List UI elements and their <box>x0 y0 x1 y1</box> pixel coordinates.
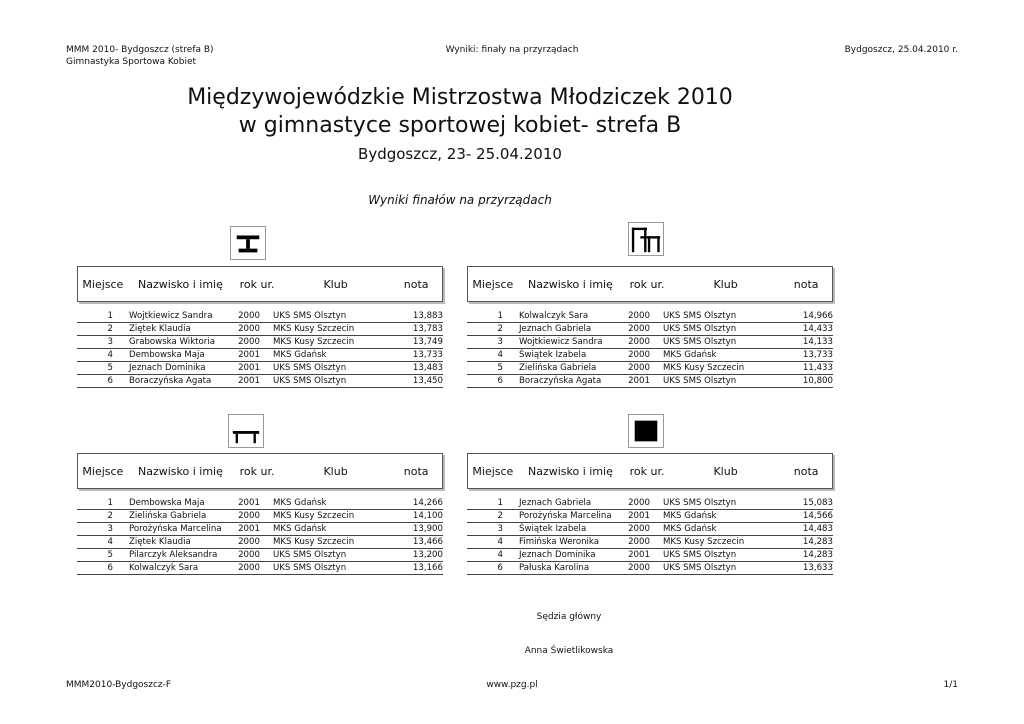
year-cell: 2001 <box>238 350 260 360</box>
place-cell: 6 <box>107 376 113 386</box>
club-cell: MKS Gdańsk <box>273 524 327 534</box>
column-header-score: nota <box>793 277 819 291</box>
page-title: Międzywojewódzkie Mistrzostwa Młodziczek 2010 <box>187 85 733 110</box>
name-cell: Pałuska Karolina <box>519 563 590 573</box>
table-row <box>77 349 443 362</box>
score-cell: 13,783 <box>412 324 443 334</box>
score-cell: 13,450 <box>412 376 443 386</box>
score-cell: 13,466 <box>412 537 443 547</box>
table-header <box>467 453 833 489</box>
score-cell: 15,083 <box>802 498 833 508</box>
name-cell: Wojtkiewicz Sandra <box>129 311 213 321</box>
club-cell: MKS Kusy Szczecin <box>273 337 355 347</box>
score-cell: 14,283 <box>802 550 833 560</box>
column-header-club: Klub <box>323 464 348 478</box>
year-cell: 2000 <box>238 537 260 547</box>
column-header-year: rok ur. <box>629 464 665 478</box>
score-cell: 13,483 <box>412 363 443 373</box>
name-cell: Ziętek Klaudia <box>129 324 191 334</box>
table-row <box>77 523 443 536</box>
club-cell: MKS Kusy Szczecin <box>663 363 745 373</box>
place-cell: 2 <box>497 324 503 334</box>
score-cell: 13,633 <box>802 563 833 573</box>
name-cell: Jeznach Gabriela <box>519 498 592 508</box>
column-header-club: Klub <box>713 277 738 291</box>
year-cell: 2000 <box>238 550 260 560</box>
place-cell: 2 <box>107 511 113 521</box>
year-cell: 2000 <box>628 311 650 321</box>
club-cell: UKS SMS Olsztyn <box>273 311 347 321</box>
table-row <box>467 523 833 536</box>
place-cell: 4 <box>497 550 503 560</box>
header-discipline-label: Gimnastyka Sportowa Kobiet <box>66 57 197 67</box>
footer-page-number: 1/1 <box>943 680 958 690</box>
year-cell: 2000 <box>628 324 650 334</box>
column-header-name: Nazwisko i imię <box>528 277 613 291</box>
name-cell: Jeznach Dominika <box>519 550 596 560</box>
place-cell: 6 <box>497 563 503 573</box>
score-cell: 14,283 <box>802 537 833 547</box>
column-header-club: Klub <box>323 277 348 291</box>
column-header-year: rok ur. <box>239 277 275 291</box>
club-cell: MKS Kusy Szczecin <box>663 537 745 547</box>
name-cell: Wojtkiewicz Sandra <box>519 337 603 347</box>
table-row <box>467 336 833 349</box>
table-row <box>77 497 443 510</box>
results-subtitle: Wyniki finałów na przyrządach <box>368 193 552 207</box>
club-cell: UKS SMS Olsztyn <box>273 550 347 560</box>
floor-exercise-icon <box>628 414 664 448</box>
place-cell: 4 <box>107 537 113 547</box>
event-location-dates: Bydgoszcz, 23- 25.04.2010 <box>358 145 562 163</box>
results-table-uneven-bars <box>467 266 833 388</box>
page-header-center: Wyniki: finały na przyrządach <box>445 45 579 55</box>
year-cell: 2000 <box>628 563 650 573</box>
place-cell: 5 <box>107 550 113 560</box>
name-cell: Fimińska Weronika <box>519 537 600 547</box>
name-cell: Boraczyńska Agata <box>519 376 602 386</box>
column-header-year: rok ur. <box>239 464 275 478</box>
place-cell: 5 <box>107 363 113 373</box>
place-cell: 2 <box>497 511 503 521</box>
place-cell: 1 <box>107 311 113 321</box>
column-header-score: nota <box>793 464 819 478</box>
table-row <box>467 362 833 375</box>
table-body <box>77 310 443 388</box>
club-cell: MKS Kusy Szczecin <box>273 324 355 334</box>
score-cell: 13,200 <box>412 550 443 560</box>
table-row <box>467 549 833 562</box>
table-row <box>77 323 443 336</box>
table-body <box>77 497 443 575</box>
year-cell: 2000 <box>238 311 260 321</box>
year-cell: 2000 <box>628 537 650 547</box>
score-cell: 14,966 <box>802 311 833 321</box>
table-row <box>77 549 443 562</box>
table-row <box>467 323 833 336</box>
table-row <box>467 510 833 523</box>
header-event-label: MMM 2010- Bydgoszcz (strefa B) <box>66 45 214 55</box>
score-cell: 13,900 <box>412 524 443 534</box>
year-cell: 2001 <box>238 363 260 373</box>
name-cell: Świątek Izabela <box>519 524 587 534</box>
score-cell: 10,800 <box>802 376 833 386</box>
score-cell: 14,483 <box>802 524 833 534</box>
year-cell: 2000 <box>238 324 260 334</box>
place-cell: 1 <box>497 498 503 508</box>
name-cell: Porożyńska Marcelina <box>129 524 222 534</box>
place-cell: 4 <box>107 350 113 360</box>
column-header-place: Miejsce <box>82 464 124 478</box>
club-cell: UKS SMS Olsztyn <box>663 376 737 386</box>
table-row <box>77 336 443 349</box>
name-cell: Zielińska Gabriela <box>519 363 597 373</box>
name-cell: Zielińska Gabriela <box>129 511 207 521</box>
name-cell: Ziętek Klaudia <box>129 537 191 547</box>
club-cell: UKS SMS Olsztyn <box>273 563 347 573</box>
table-row <box>77 362 443 375</box>
table-row <box>467 310 833 323</box>
year-cell: 2001 <box>238 524 260 534</box>
place-cell: 3 <box>497 524 503 534</box>
score-cell: 13,733 <box>412 350 443 360</box>
name-cell: Kolwalczyk Sara <box>519 311 589 321</box>
score-cell: 11,433 <box>802 363 833 373</box>
place-cell: 3 <box>497 337 503 347</box>
table-header <box>467 266 833 302</box>
club-cell: UKS SMS Olsztyn <box>663 324 737 334</box>
table-row <box>467 562 833 575</box>
place-cell: 3 <box>107 337 113 347</box>
results-table-balance-beam <box>77 453 443 575</box>
place-cell: 6 <box>107 563 113 573</box>
year-cell: 2000 <box>628 337 650 347</box>
table-row <box>467 349 833 362</box>
score-cell: 14,133 <box>802 337 833 347</box>
name-cell: Grabowska Wiktoria <box>129 337 215 347</box>
score-cell: 14,433 <box>802 324 833 334</box>
club-cell: UKS SMS Olsztyn <box>273 376 347 386</box>
name-cell: Świątek Izabela <box>519 350 587 360</box>
column-header-year: rok ur. <box>629 277 665 291</box>
name-cell: Jeznach Dominika <box>129 363 206 373</box>
footer-website-link[interactable]: www.pzg.pl <box>486 680 538 690</box>
column-header-place: Miejsce <box>82 277 124 291</box>
table-body <box>467 310 833 388</box>
results-table-vault <box>77 266 443 388</box>
score-cell: 13,733 <box>802 350 833 360</box>
column-header-club: Klub <box>713 464 738 478</box>
column-header-score: nota <box>403 277 429 291</box>
table-row <box>467 536 833 549</box>
name-cell: Pilarczyk Aleksandra <box>129 550 218 560</box>
table-header <box>77 453 443 489</box>
results-table-floor <box>467 453 833 575</box>
score-cell: 14,100 <box>412 511 443 521</box>
place-cell: 6 <box>497 376 503 386</box>
place-cell: 4 <box>497 537 503 547</box>
year-cell: 2000 <box>628 498 650 508</box>
club-cell: MKS Gdańsk <box>663 350 717 360</box>
score-cell: 14,566 <box>802 511 833 521</box>
club-cell: MKS Gdańsk <box>663 524 717 534</box>
score-cell: 13,166 <box>412 563 443 573</box>
year-cell: 2001 <box>628 511 650 521</box>
name-cell: Porożyńska Marcelina <box>519 511 612 521</box>
club-cell: MKS Kusy Szczecin <box>273 511 355 521</box>
club-cell: MKS Kusy Szczecin <box>273 537 355 547</box>
club-cell: UKS SMS Olsztyn <box>663 337 737 347</box>
club-cell: MKS Gdańsk <box>273 350 327 360</box>
table-row <box>77 310 443 323</box>
club-cell: UKS SMS Olsztyn <box>273 363 347 373</box>
club-cell: UKS SMS Olsztyn <box>663 563 737 573</box>
column-header-score: nota <box>403 464 429 478</box>
table-row <box>77 375 443 388</box>
club-cell: MKS Gdańsk <box>663 511 717 521</box>
table-row <box>77 536 443 549</box>
column-header-name: Nazwisko i imię <box>528 464 613 478</box>
year-cell: 2001 <box>238 498 260 508</box>
year-cell: 2000 <box>628 524 650 534</box>
place-cell: 1 <box>107 498 113 508</box>
table-row <box>467 497 833 510</box>
score-cell: 13,749 <box>412 337 443 347</box>
head-judge-name: Anna Świetlikowska <box>524 646 614 656</box>
club-cell: UKS SMS Olsztyn <box>663 498 737 508</box>
place-cell: 1 <box>497 311 503 321</box>
place-cell: 4 <box>497 350 503 360</box>
place-cell: 5 <box>497 363 503 373</box>
table-body <box>467 497 833 575</box>
place-cell: 2 <box>107 324 113 334</box>
vault-icon <box>230 226 266 260</box>
place-cell: 3 <box>107 524 113 534</box>
club-cell: UKS SMS Olsztyn <box>663 311 737 321</box>
year-cell: 2000 <box>238 511 260 521</box>
column-header-name: Nazwisko i imię <box>138 464 223 478</box>
name-cell: Boraczyńska Agata <box>129 376 212 386</box>
club-cell: UKS SMS Olsztyn <box>663 550 737 560</box>
page-header-right: Bydgoszcz, 25.04.2010 r. <box>844 45 958 55</box>
name-cell: Dembowska Maja <box>129 350 205 360</box>
table-header <box>77 266 443 302</box>
table-row <box>77 562 443 575</box>
year-cell: 2001 <box>628 376 650 386</box>
table-row <box>467 375 833 388</box>
name-cell: Jeznach Gabriela <box>519 324 592 334</box>
year-cell: 2001 <box>238 376 260 386</box>
year-cell: 2000 <box>628 363 650 373</box>
page-title-line2: w gimnastyce sportowej kobiet- strefa B <box>238 113 682 138</box>
year-cell: 2000 <box>628 350 650 360</box>
column-header-place: Miejsce <box>472 464 514 478</box>
score-cell: 13,883 <box>412 311 443 321</box>
footer-document-id: MMM2010-Bydgoszcz-F <box>66 680 172 690</box>
year-cell: 2000 <box>238 337 260 347</box>
name-cell: Dembowska Maja <box>129 498 205 508</box>
table-row <box>77 510 443 523</box>
club-cell: MKS Gdańsk <box>273 498 327 508</box>
uneven-bars-icon <box>628 222 664 256</box>
year-cell: 2001 <box>628 550 650 560</box>
score-cell: 14,266 <box>412 498 443 508</box>
column-header-place: Miejsce <box>472 277 514 291</box>
column-header-name: Nazwisko i imię <box>138 277 223 291</box>
name-cell: Kolwalczyk Sara <box>129 563 199 573</box>
year-cell: 2000 <box>238 563 260 573</box>
balance-beam-icon <box>228 414 264 448</box>
head-judge-label: Sędzia główny <box>536 612 602 622</box>
